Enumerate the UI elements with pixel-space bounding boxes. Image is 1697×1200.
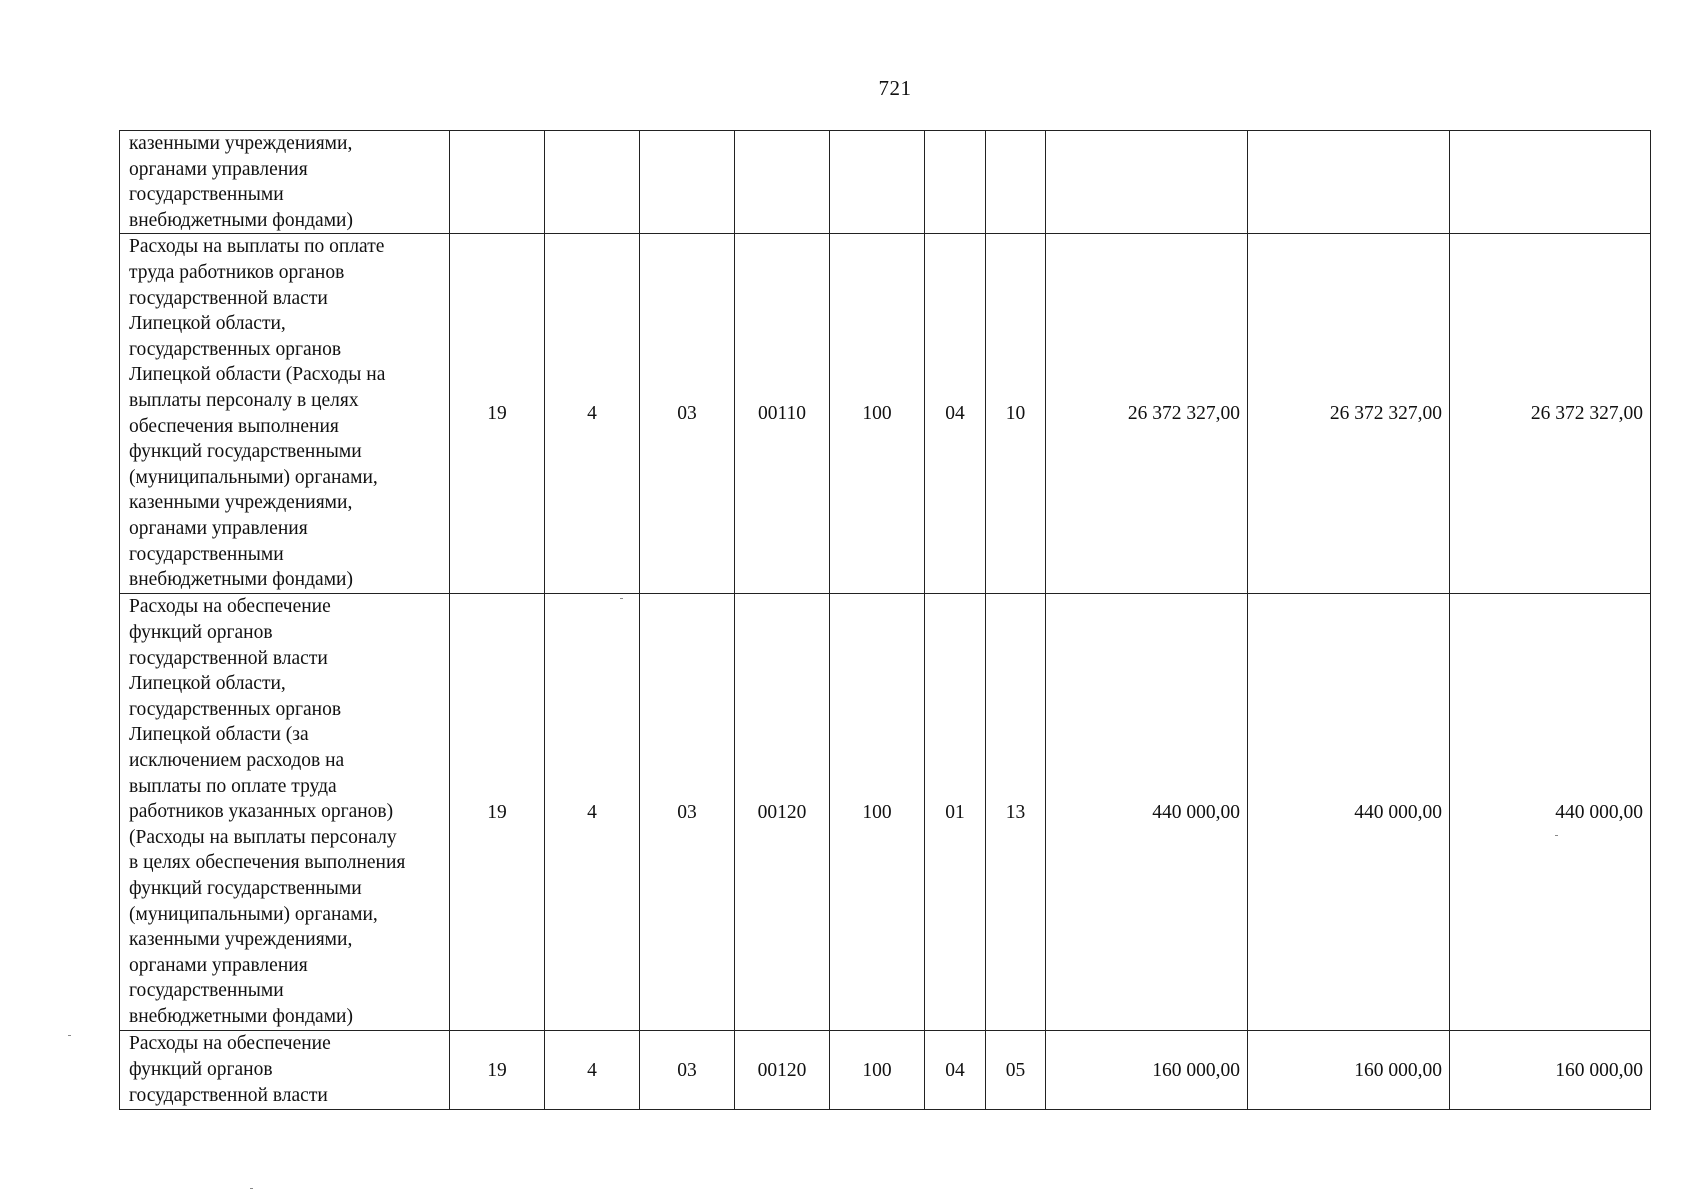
amount-year3-cell: 440 000,00 xyxy=(1450,594,1651,1031)
table-row xyxy=(120,594,1651,1031)
amount-year3-cell xyxy=(1450,131,1651,234)
expense-type-cell xyxy=(830,131,925,234)
subsection-cell: 05 xyxy=(986,1031,1046,1110)
measure-code-cell: 03 xyxy=(640,1031,735,1110)
section-cell: 04 xyxy=(925,1031,986,1110)
amount-year1-cell: 440 000,00 xyxy=(1046,594,1248,1031)
page-number: 721 xyxy=(878,76,912,100)
subsection-cell xyxy=(986,131,1046,234)
row-description: казенными учреждениями, органами управления государственными внебюджетными фондами) xyxy=(120,131,450,234)
measure-code-cell xyxy=(640,131,735,234)
subsection-cell: 13 xyxy=(986,594,1046,1031)
measure-code-cell: 03 xyxy=(640,594,735,1031)
subsection-cell: 10 xyxy=(986,234,1046,594)
expense-type-cell: 100 xyxy=(830,234,925,594)
subprogram-code-cell: 4 xyxy=(545,1031,640,1110)
program-code-cell xyxy=(450,131,545,234)
amount-year1-cell xyxy=(1046,131,1248,234)
scan-speck xyxy=(620,598,623,599)
subprogram-code-cell xyxy=(545,131,640,234)
table-row xyxy=(120,234,1651,594)
direction-code-cell: 00120 xyxy=(735,594,830,1031)
amount-year3-cell: 26 372 327,00 xyxy=(1450,234,1651,594)
direction-code-cell: 00110 xyxy=(735,234,830,594)
amount-year2-cell: 160 000,00 xyxy=(1248,1031,1450,1110)
subprogram-code-cell: 4 xyxy=(545,234,640,594)
section-cell: 01 xyxy=(925,594,986,1031)
expense-type-cell: 100 xyxy=(830,594,925,1031)
scan-speck xyxy=(250,1188,253,1189)
amount-year1-cell: 160 000,00 xyxy=(1046,1031,1248,1110)
subprogram-code-cell: 4 xyxy=(545,594,640,1031)
section-cell: 04 xyxy=(925,234,986,594)
amount-year1-cell: 26 372 327,00 xyxy=(1046,234,1248,594)
expense-type-cell: 100 xyxy=(830,1031,925,1110)
amount-year3-cell: 160 000,00 xyxy=(1450,1031,1651,1110)
direction-code-cell: 00120 xyxy=(735,1031,830,1110)
scan-speck xyxy=(1555,835,1558,836)
program-code-cell: 19 xyxy=(450,234,545,594)
table-row xyxy=(120,131,1651,234)
measure-code-cell: 03 xyxy=(640,234,735,594)
direction-code-cell xyxy=(735,131,830,234)
row-description: Расходы на выплаты по оплате труда работников органов государственной власти Липецкой области, государственных органов Липецкой области (Расходы на выплаты персоналу в целях обеспечения выполнения функций государственными (муниципальными) органами, казенными учреждениями, органами управления государственными внебюджетными фондами) xyxy=(120,234,450,594)
row-description: Расходы на обеспечение функций органов государственной власти Липецкой области, государственных органов Липецкой области (за исключением расходов на выплаты по оплате труда работников указанных органов) (Расходы на выплаты персоналу в целях обеспечения выполнения функций государственными (муниципальными) органами, казенными учреждениями, органами управления государственными внебюджетными фондами) xyxy=(120,594,450,1031)
scan-speck xyxy=(68,1035,71,1036)
table-row xyxy=(120,1031,1651,1110)
amount-year2-cell: 440 000,00 xyxy=(1248,594,1450,1031)
amount-year2-cell: 26 372 327,00 xyxy=(1248,234,1450,594)
row-description: Расходы на обеспечение функций органов государственной власти xyxy=(120,1031,450,1110)
budget-table xyxy=(119,130,1651,1110)
section-cell xyxy=(925,131,986,234)
amount-year2-cell xyxy=(1248,131,1450,234)
program-code-cell: 19 xyxy=(450,1031,545,1110)
program-code-cell: 19 xyxy=(450,594,545,1031)
